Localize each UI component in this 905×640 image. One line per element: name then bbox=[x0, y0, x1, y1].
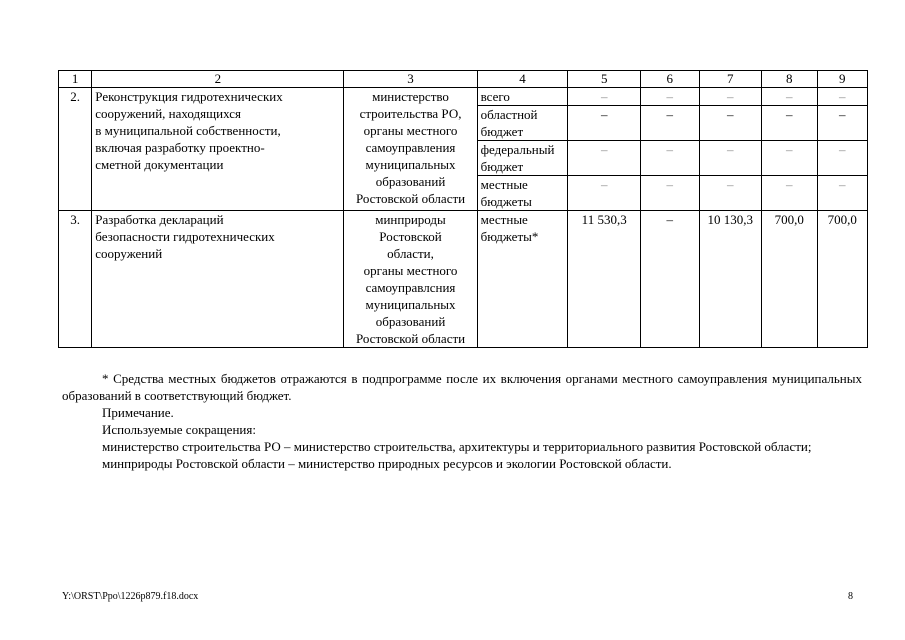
value-cell: – bbox=[699, 176, 762, 211]
abbreviation-item: министерство строительства РО – министерство строительства, архитектуры и территориального развития Ростовской области; bbox=[102, 439, 812, 454]
value-cell: 700,0 bbox=[817, 211, 868, 348]
row-number: 2. bbox=[59, 88, 92, 211]
value-cell: – bbox=[699, 88, 762, 106]
value-cell: – bbox=[641, 141, 700, 176]
page-number: 8 bbox=[848, 591, 853, 602]
funding-source: областной бюджет bbox=[477, 106, 568, 141]
value-cell: – bbox=[568, 106, 641, 141]
value-cell: – bbox=[641, 88, 700, 106]
value-cell: – bbox=[817, 88, 868, 106]
value-cell: – bbox=[568, 176, 641, 211]
value-cell: – bbox=[762, 88, 817, 106]
value-cell: – bbox=[568, 88, 641, 106]
funding-source: федеральный бюджет bbox=[477, 141, 568, 176]
remark-label: Примечание. bbox=[102, 405, 174, 420]
abbreviations-title: Используемые сокращения: bbox=[102, 422, 256, 437]
footnote-text: * Средства местных бюджетов отражаются в подпрограмме после их включения органами местного самоуправления муниципальных образований в соответствующий бюджет. bbox=[62, 371, 862, 403]
file-path: Y:\ORST\Ppo\1226p879.f18.docx bbox=[62, 591, 199, 602]
value-cell: – bbox=[762, 176, 817, 211]
value-cell: – bbox=[641, 176, 700, 211]
value-cell: – bbox=[762, 106, 817, 141]
value-cell: – bbox=[699, 141, 762, 176]
header-cell: 6 bbox=[641, 71, 700, 88]
header-cell: 7 bbox=[699, 71, 762, 88]
funding-source: всего bbox=[477, 88, 568, 106]
value-cell: – bbox=[641, 106, 700, 141]
value-cell: 700,0 bbox=[762, 211, 817, 348]
header-cell: 9 bbox=[817, 71, 868, 88]
budget-table bbox=[58, 70, 868, 348]
executor-cell: министерство строительства РО, органы местного самоуправления муниципальных образований Ростовской области bbox=[344, 88, 477, 211]
value-cell: – bbox=[641, 211, 700, 348]
header-cell: 8 bbox=[762, 71, 817, 88]
value-cell: 11 530,3 bbox=[568, 211, 641, 348]
value-cell: – bbox=[699, 106, 762, 141]
value-cell: – bbox=[817, 106, 868, 141]
measure-name: Разработка деклараций безопасности гидротехнических сооружений bbox=[92, 211, 344, 348]
header-cell: 2 bbox=[92, 71, 344, 88]
header-cell: 5 bbox=[568, 71, 641, 88]
notes-section bbox=[62, 370, 862, 472]
table-row bbox=[59, 211, 868, 348]
header-cell: 4 bbox=[477, 71, 568, 88]
table-row bbox=[59, 88, 868, 106]
value-cell: – bbox=[568, 141, 641, 176]
abbreviation-item: минприроды Ростовской области – министерство природных ресурсов и экологии Ростовской области. bbox=[102, 456, 672, 471]
header-cell: 1 bbox=[59, 71, 92, 88]
value-cell: – bbox=[817, 176, 868, 211]
header-cell: 3 bbox=[344, 71, 477, 88]
value-cell: – bbox=[762, 141, 817, 176]
row-number: 3. bbox=[59, 211, 92, 348]
funding-source: местные бюджеты bbox=[477, 176, 568, 211]
executor-cell: минприроды Ростовской области, органы местного самоуправлсния муниципальных образований Ростовской области bbox=[344, 211, 477, 348]
value-cell: 10 130,3 bbox=[699, 211, 762, 348]
funding-source: местные бюджеты* bbox=[477, 211, 568, 348]
value-cell: – bbox=[817, 141, 868, 176]
measure-name: Реконструкция гидротехнических сооружений, находящихся в муниципальной собственности, включая разработку проектно- сметной документации bbox=[92, 88, 344, 211]
header-row bbox=[59, 71, 868, 88]
